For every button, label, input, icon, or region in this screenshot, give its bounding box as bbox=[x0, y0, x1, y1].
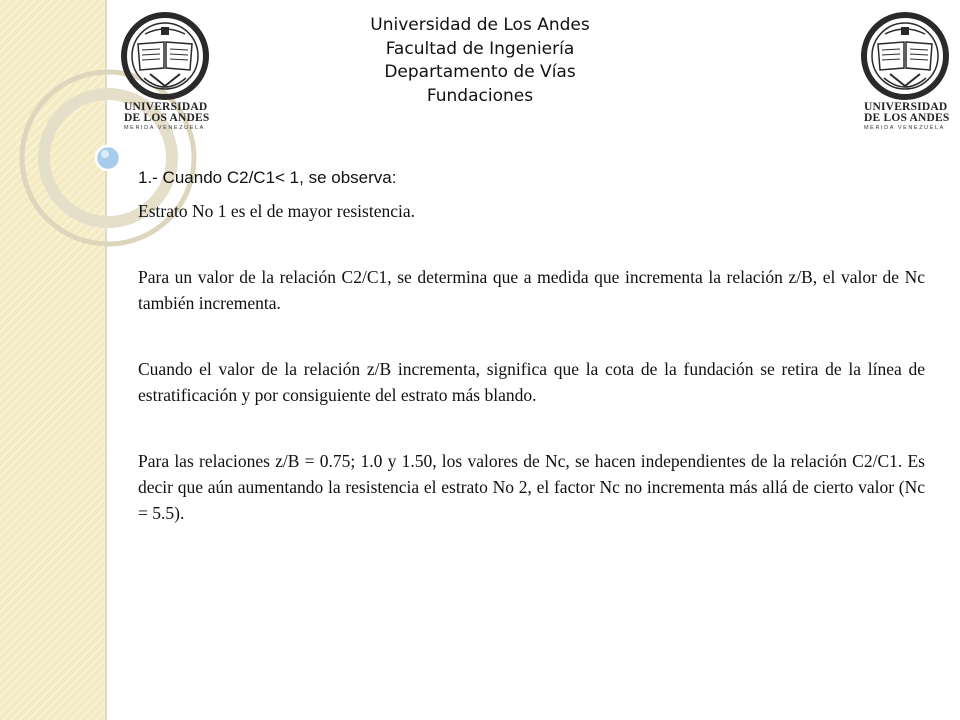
university-logo-right bbox=[860, 12, 960, 144]
logo-wordmark bbox=[864, 102, 960, 124]
slide-header bbox=[300, 14, 660, 108]
header-faculty: Facultad de Ingeniería bbox=[385, 38, 575, 59]
logo-name-line2: DE LOS ANDES bbox=[864, 112, 950, 124]
slide-title: 1.- Cuando C2/C1< 1, se observa: bbox=[138, 168, 397, 187]
header-department: Departamento de Vías bbox=[384, 62, 576, 82]
paragraph-2: Para un valor de la relación C2/C1, se determina que a medida que incrementa la relación z/B, el valor de Nc también incrementa. bbox=[138, 267, 925, 313]
university-logo-left bbox=[120, 12, 225, 144]
paragraph-4: Para las relaciones z/B = 0.75; 1.0 y 1.50, los valores de Nc, se hacen independientes de la relación C2/C1. Es decir que aún aumentando la resistencia el estrato No 2, el factor Nc no incrementa más allá de cierto valor (Nc = 5.5). bbox=[138, 451, 925, 523]
logo-location: MERIDA VENEZUELA bbox=[124, 125, 205, 131]
logo-wordmark bbox=[124, 102, 225, 124]
bullet-highlight bbox=[101, 150, 109, 158]
paragraph-1: Estrato No 1 es el de mayor resistencia. bbox=[138, 201, 415, 221]
university-seal-icon bbox=[860, 12, 950, 100]
slide-content bbox=[138, 168, 925, 526]
paragraph-3: Cuando el valor de la relación z/B incrementa, significa que la cota de la fundación se retira de la línea de estratificación y por consiguiente del estrato más blando. bbox=[138, 359, 925, 405]
university-seal-icon bbox=[120, 12, 210, 100]
header-university: Universidad de Los Andes bbox=[370, 15, 590, 35]
logo-name-line1: UNIVERSIDAD bbox=[864, 101, 948, 113]
logo-location: MERIDA VENEZUELA bbox=[864, 125, 945, 131]
logo-name-line2: DE LOS ANDES bbox=[124, 112, 210, 124]
blue-bullet-icon bbox=[96, 146, 120, 170]
logo-name-line1: UNIVERSIDAD bbox=[124, 101, 208, 113]
header-subject: Fundaciones bbox=[426, 85, 534, 106]
